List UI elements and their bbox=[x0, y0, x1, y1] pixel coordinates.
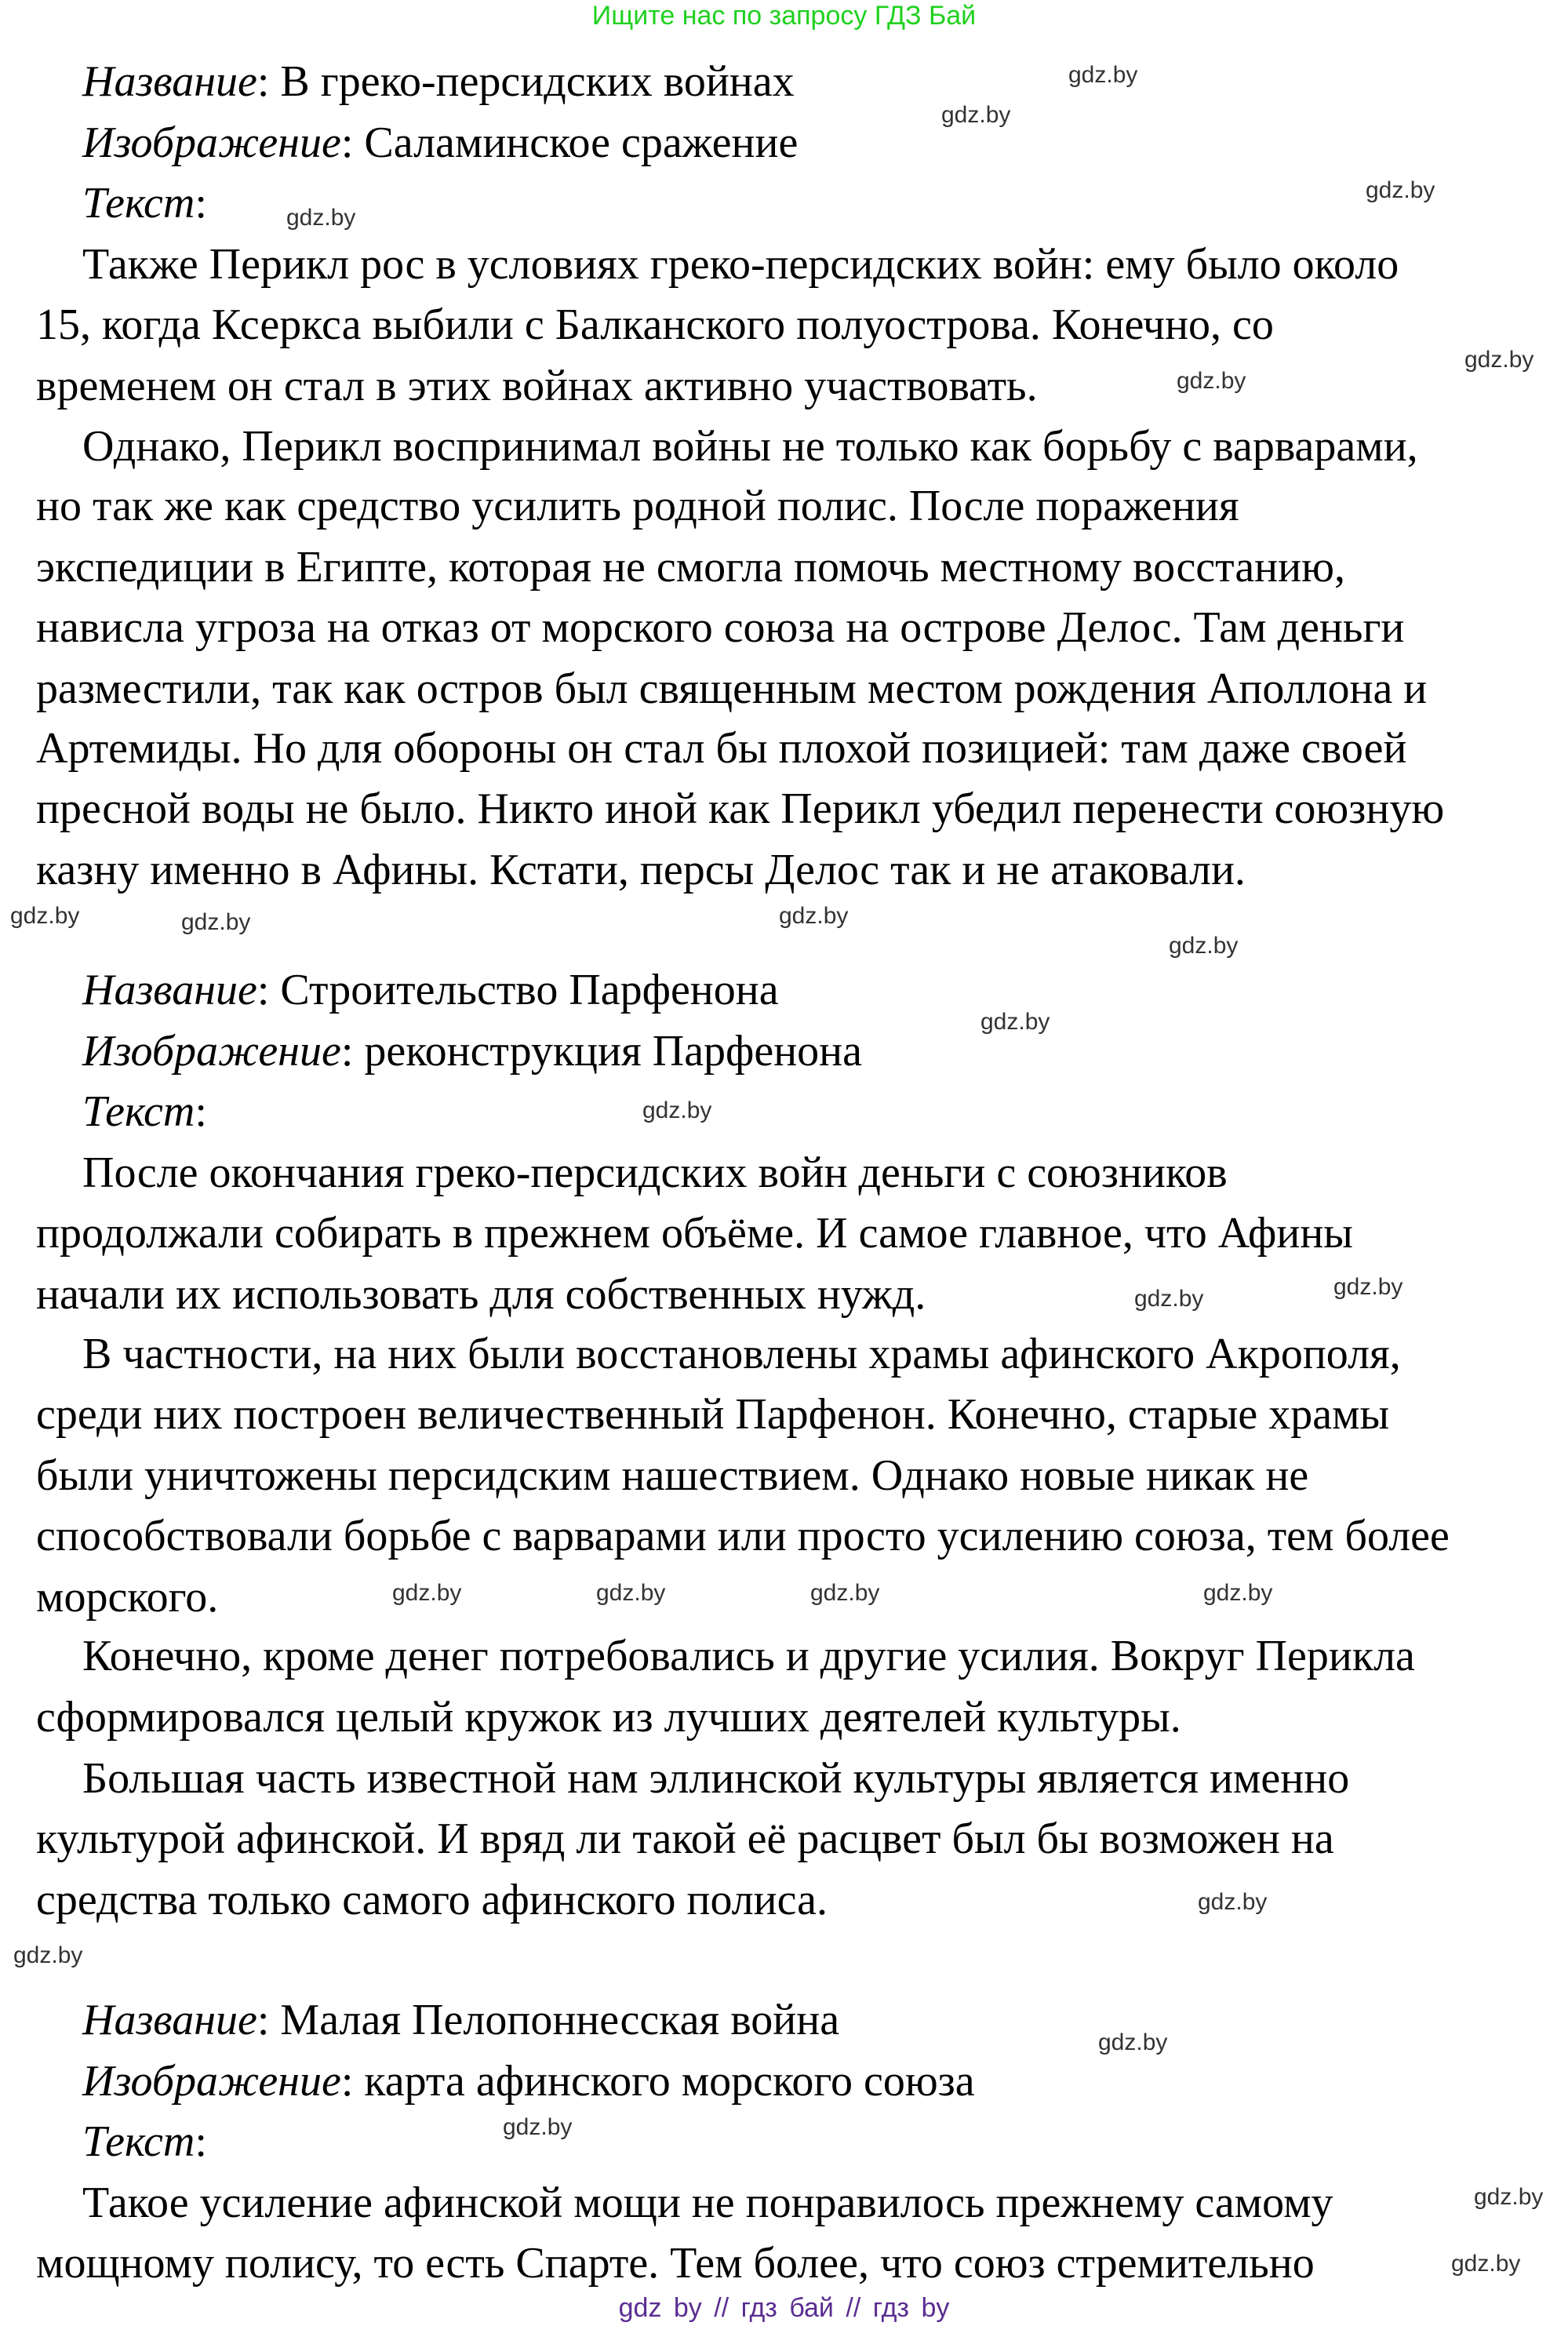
colon: : bbox=[195, 1087, 207, 1136]
section-text-label bbox=[82, 1084, 207, 1139]
section-title bbox=[82, 963, 779, 1017]
search-banner: Ищите нас по запросу ГДЗ Бай bbox=[591, 1, 977, 31]
watermark: gdz.by bbox=[1177, 368, 1246, 394]
section-text-label bbox=[82, 176, 207, 231]
colon: : bbox=[195, 2117, 207, 2166]
colon: : bbox=[195, 179, 207, 228]
watermark: gdz.by bbox=[1366, 177, 1435, 203]
watermark: gdz.by bbox=[642, 1097, 712, 1123]
title-label: Название bbox=[82, 57, 257, 106]
title-value: : В греко-персидских войнах bbox=[256, 57, 795, 106]
section-text-label bbox=[82, 2114, 207, 2169]
watermark: gdz.by bbox=[13, 1942, 83, 1968]
text-line: культурой афинской. И вряд ли такой её расцвет был бы возможен на bbox=[36, 1815, 1334, 1863]
section-title bbox=[82, 1993, 839, 2048]
text-line: начали их использовать для собственных нужд. bbox=[36, 1270, 926, 1319]
text-line: Такое усиление афинской мощи не понравилось прежнему самому bbox=[82, 2179, 1333, 2227]
watermark: gdz.by bbox=[1203, 1580, 1273, 1606]
watermark: gdz.by bbox=[392, 1580, 462, 1606]
watermark: gdz.by bbox=[810, 1580, 880, 1606]
image-label: Изображение bbox=[82, 1027, 341, 1076]
watermark: gdz.by bbox=[980, 1009, 1050, 1035]
section-title bbox=[82, 54, 795, 109]
section-image bbox=[82, 115, 798, 170]
title-value: : Строительство Парфенона bbox=[256, 966, 779, 1014]
watermark: gdz.by bbox=[1451, 2251, 1521, 2277]
text-line: пресной воды не было. Никто иной как Перикл убедил перенести союзную bbox=[36, 784, 1445, 833]
text-line: нависла угроза на отказ от морского союза на острове Делос. Там деньги bbox=[36, 603, 1405, 652]
watermark: gdz.by bbox=[1098, 2029, 1168, 2055]
title-value: : Малая Пелопоннесская война bbox=[256, 1996, 840, 2044]
watermark: gdz.by bbox=[1198, 1889, 1268, 1915]
text-line: В частности, на них были восстановлены храмы афинского Акрополя, bbox=[82, 1330, 1401, 1378]
text-line: казну именно в Афины. Кстати, персы Делос так и не атаковали. bbox=[36, 846, 1246, 894]
text-line: После окончания греко-персидских войн деньги с союзников bbox=[82, 1148, 1228, 1197]
text-line: Большая часть известной нам эллинской культуры является именно bbox=[82, 1754, 1350, 1803]
image-label: Изображение bbox=[82, 2057, 341, 2106]
watermark: gdz.by bbox=[1134, 1286, 1204, 1312]
text-line: морского. bbox=[36, 1573, 219, 1622]
image-value: : реконструкция Парфенона bbox=[340, 1027, 862, 1076]
text-line: были уничтожены персидским нашествием. Однако новые никак не bbox=[36, 1451, 1309, 1500]
watermark: gdz.by bbox=[286, 205, 356, 231]
image-value: : Саламинское сражение bbox=[340, 118, 799, 167]
watermark: gdz.by bbox=[1474, 2184, 1544, 2210]
text-line: средства только самого афинского полиса. bbox=[36, 1876, 828, 1924]
footer-links: gdz by // гдз бай // гдз by bbox=[618, 2293, 950, 2323]
text-line: разместили, так как остров был священным местом рождения Аполлона и bbox=[36, 664, 1428, 713]
text-line: Конечно, кроме денег потребовались и другие усилия. Вокруг Перикла bbox=[82, 1632, 1415, 1680]
section-image bbox=[82, 2054, 975, 2109]
section-image bbox=[82, 1024, 862, 1079]
watermark: gdz.by bbox=[503, 2114, 573, 2140]
image-label: Изображение bbox=[82, 118, 341, 167]
text-line: способствовали борьбе с варварами или просто усилению союза, тем более bbox=[36, 1512, 1450, 1560]
watermark: gdz.by bbox=[181, 909, 251, 935]
text-line: 15, когда Ксеркса выбили с Балканского полуострова. Конечно, со bbox=[36, 300, 1274, 349]
watermark: gdz.by bbox=[1333, 1274, 1403, 1300]
image-value: : карта афинского морского союза bbox=[340, 2057, 975, 2106]
text-line: продолжали собирать в прежнем объёме. И самое главное, что Афины bbox=[36, 1209, 1353, 1258]
text-line: Также Перикл рос в условиях греко-персидских войн: ему было около bbox=[82, 240, 1399, 289]
watermark: gdz.by bbox=[596, 1580, 666, 1606]
text-line: Артемиды. Но для обороны он стал бы плохой позицией: там даже своей bbox=[36, 724, 1407, 773]
watermark: gdz.by bbox=[1068, 62, 1138, 88]
watermark: gdz.by bbox=[10, 903, 80, 929]
text-line: сформировался целый кружок из лучших деятелей культуры. bbox=[36, 1693, 1181, 1742]
text-line: но так же как средство усилить родной полис. После поражения bbox=[36, 482, 1239, 530]
watermark: gdz.by bbox=[941, 102, 1011, 128]
watermark: gdz.by bbox=[779, 903, 849, 929]
text-line: временем он стал в этих войнах активно участвовать. bbox=[36, 362, 1038, 410]
text-label: Текст bbox=[82, 2117, 195, 2166]
text-label: Текст bbox=[82, 179, 195, 228]
watermark: gdz.by bbox=[1169, 933, 1239, 959]
text-line: Однако, Перикл воспринимал войны не только как борьбу с варварами, bbox=[82, 422, 1418, 471]
title-label: Название bbox=[82, 966, 257, 1014]
text-line: экспедиции в Египте, которая не смогла помочь местному восстанию, bbox=[36, 543, 1345, 592]
text-label: Текст bbox=[82, 1087, 195, 1136]
text-line: среди них построен величественный Парфенон. Конечно, старые храмы bbox=[36, 1390, 1390, 1439]
text-line: мощному полису, то есть Спарте. Тем более, что союз стремительно bbox=[36, 2239, 1315, 2288]
title-label: Название bbox=[82, 1996, 257, 2044]
watermark: gdz.by bbox=[1464, 347, 1534, 373]
